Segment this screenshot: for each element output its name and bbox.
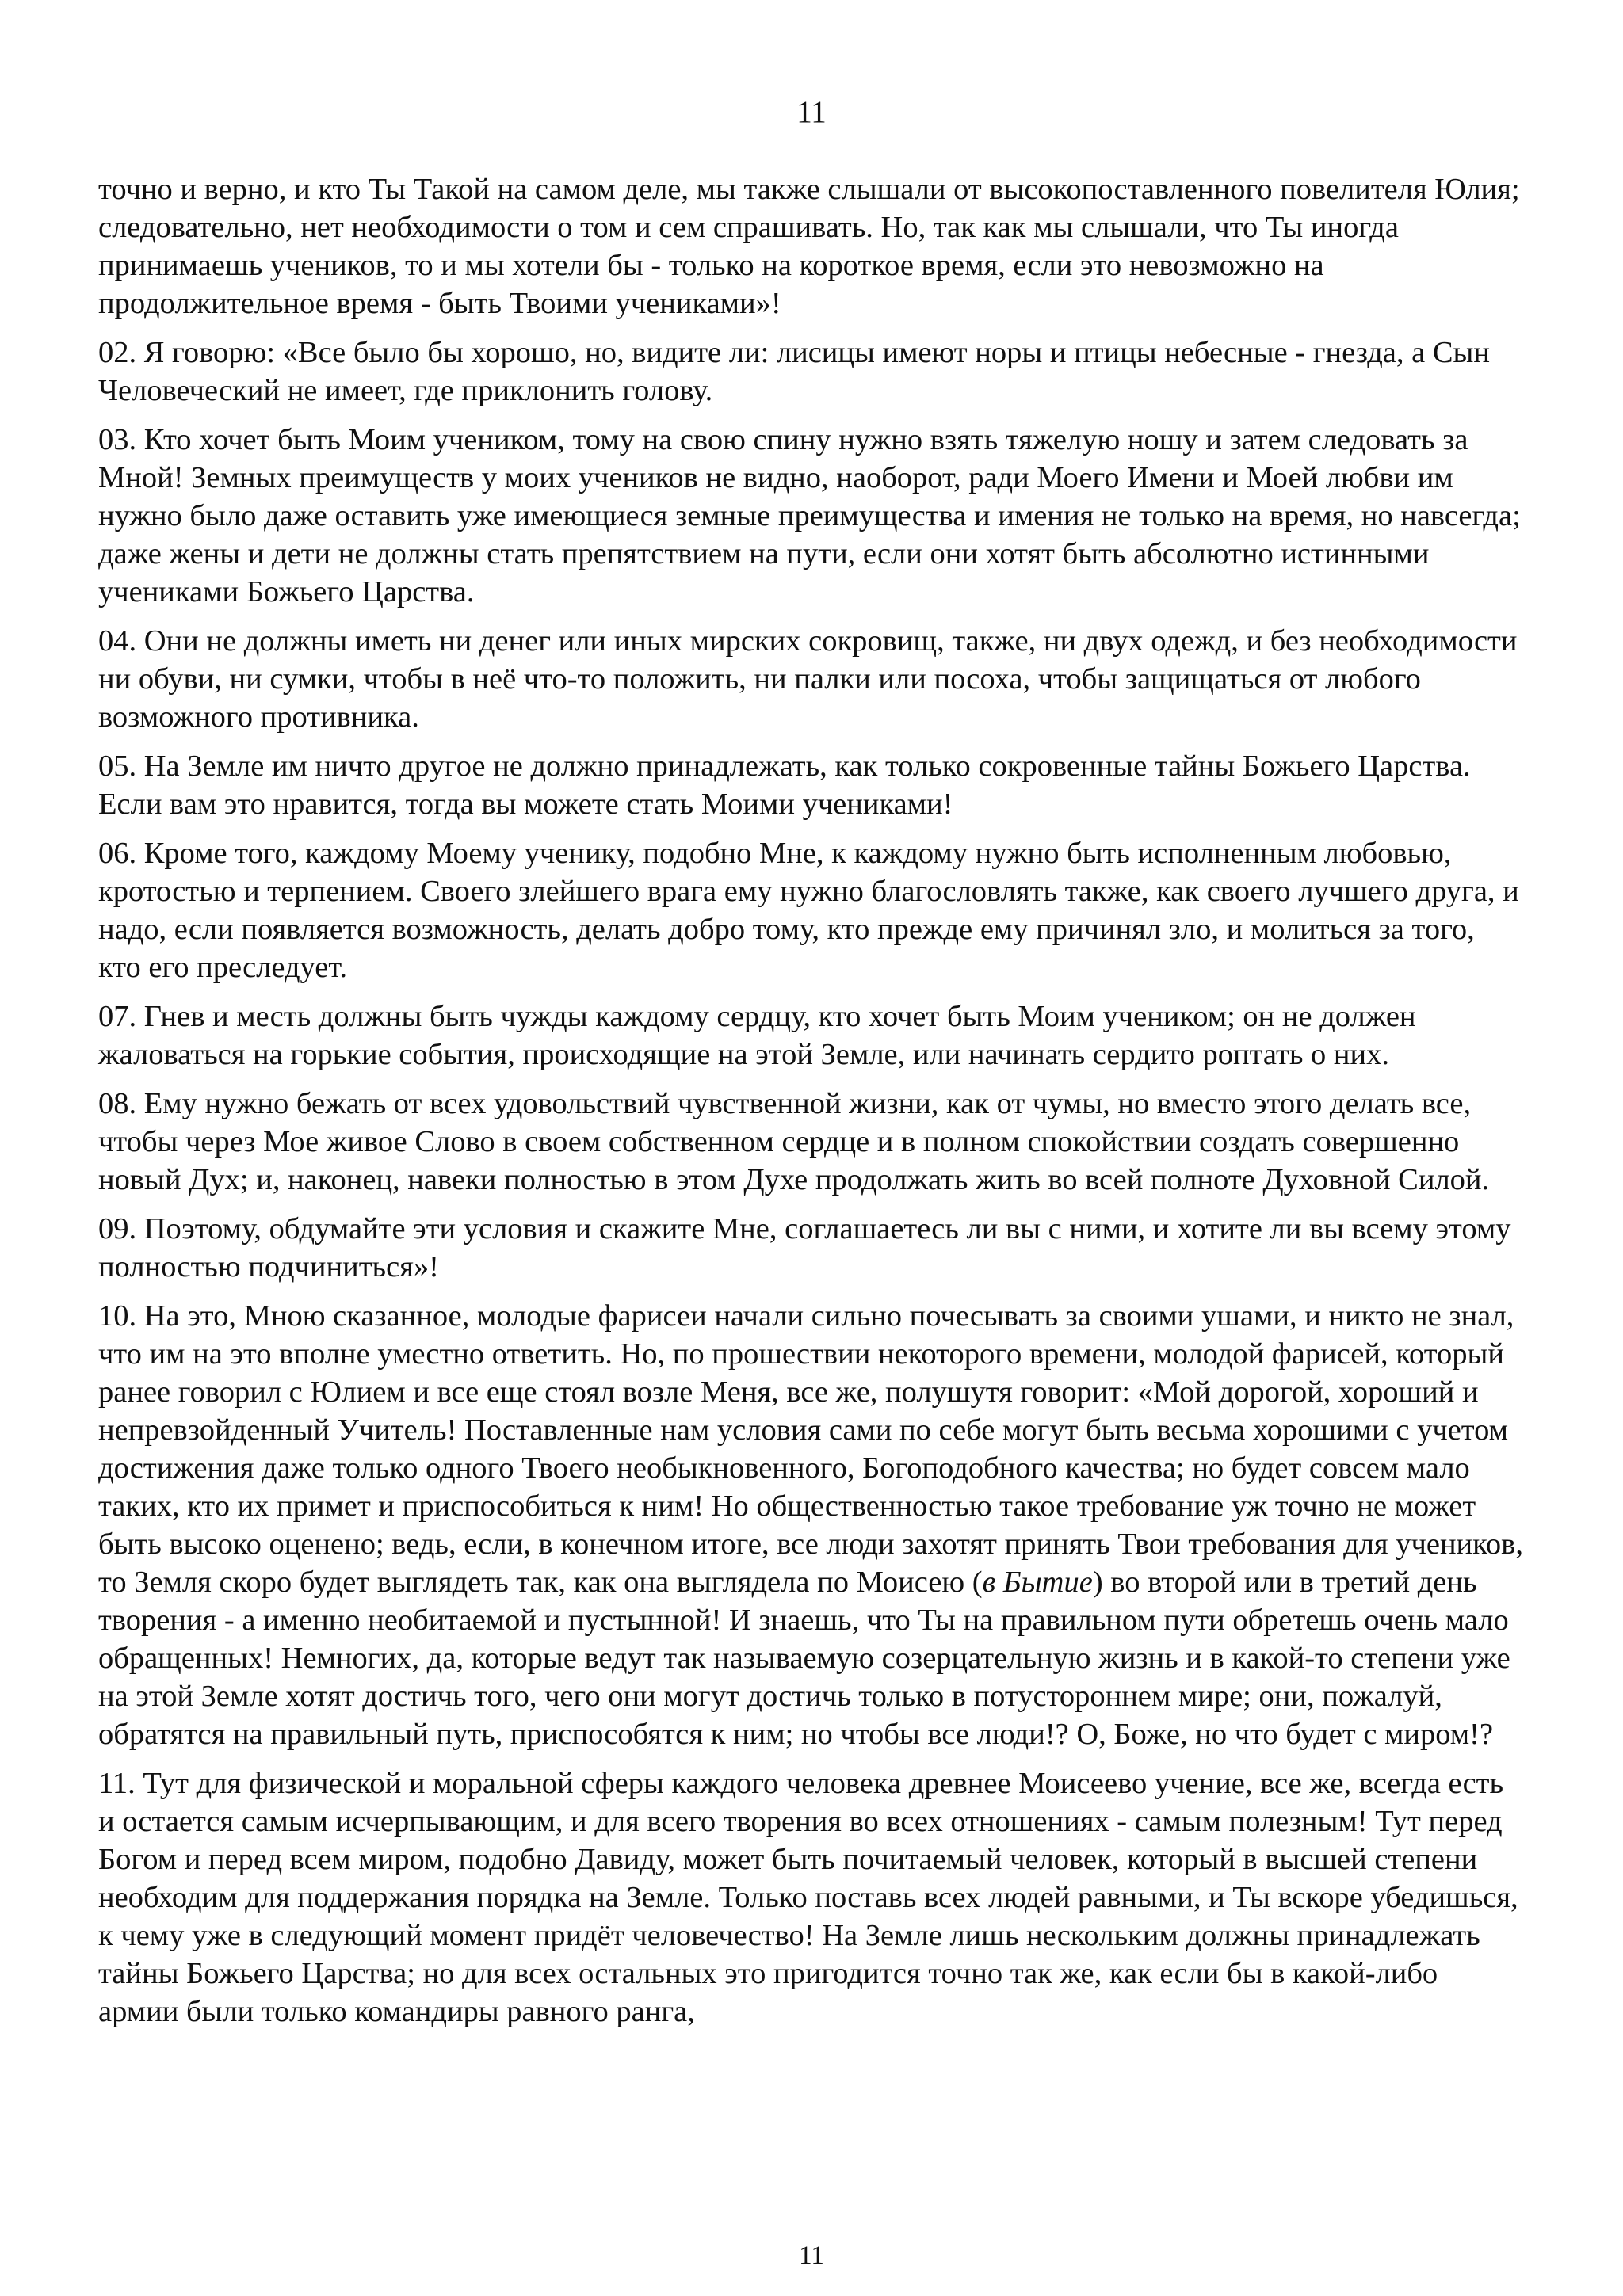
paragraph-10	[98, 1297, 1525, 1753]
paragraph-09: 09. Поэтому, обдумайте эти условия и скажите Мне, соглашаетесь ли вы с ними, и хотите ли вы всему этому полностью подчиниться»!	[98, 1212, 1511, 1283]
page-number-top: 11	[796, 95, 827, 129]
paragraph-11: 11. Тут для физической и моральной сферы каждого человека древнее Моисеево учение, все же, всегда есть и остается самым исчерпывающим, и для всего творения во всех отношениях - самым полезным! Тут перед Богом и перед всем миром, подобно Давиду, может быть почитаемый человек, который в высшей степени необходим для поддержания порядка на Земле. Только поставь всех людей равными, и Ты вскоре убедишься, к чему уже в следующий момент придёт человечество! На Земле лишь нескольким должны принадлежать тайны Божьего Царства; но для всех остальных это пригодится точно так же, как если бы в какой-либо армии были только командиры равного ранга,	[98, 1767, 1518, 2028]
paragraph-08: 08. Ему нужно бежать от всех удовольствий чувственной жизни, как от чумы, но вместо этого делать все, чтобы через Мое живое Слово в своем собственном сердце и в полном спокойствии создать совершенно новый Дух; и, наконец, навеки полностью в этом Духе продолжать жить во всей полноте Духовной Силой.	[98, 1087, 1490, 1196]
paragraph-07: 07. Гнев и месть должны быть чужды каждому сердцу, кто хочет быть Моим учеником; он не должен жаловаться на горькие события, происходящие на этой Земле, или начинать сердито роптать о них.	[98, 1000, 1416, 1071]
page-number-bottom: 11	[799, 2241, 824, 2270]
paragraph-06: 06. Кроме того, каждому Моему ученику, подобно Мне, к каждому нужно быть исполненным любовью, кротостью и терпением. Своего злейшего врага ему нужно благословлять также, как своего лучшего друга, и надо, если появляется возможность, делать добро тому, кто прежде ему причинял зло, и молиться за того, кто его преследует.	[98, 837, 1519, 984]
paragraph-04: 04. Они не должны иметь ни денег или иных мирских сокровищ, также, ни двух одежд, и без необходимости ни обуви, ни сумки, чтобы в неё что-то положить, ни палки или посоха, чтобы защищаться от любого возможного противника.	[98, 624, 1518, 734]
paragraph-10-text-before: 10. На это, Мною сказанное, молодые фарисеи начали сильно почесывать за своими ушами, и никто не знал, что им на это вполне уместно ответить. Но, по прошествии некоторого времени, молодой фарисей, который ранее говорил с Юлием и все еще стоял возле Меня, все же, полушутя говорит: «Мой дорогой, хороший и непревзойденный Учитель! Поставленные нам условия сами по себе могут быть весьма хорошими с учетом достижения даже только одного Твоего необыкновенного, Богоподобного качества; но будет совсем мало таких, кто их примет и приспособиться к ним! Но общественностью такое требование уж точно не может быть высоко оценено; ведь, если, в конечном итоге, все люди захотят принять Твои требования для учеников, то Земля скоро будет выглядеть так, как она выглядела по Моисею (	[98, 1299, 1523, 1599]
paragraph-05: 05. На Земле им ничто другое не должно принадлежать, как только сокровенные тайны Божьего Царства. Если вам это нравится, тогда вы можете стать Моими учениками!	[98, 749, 1471, 821]
body-text	[98, 170, 1525, 2042]
paragraph-02: 02. Я говорю: «Все было бы хорошо, но, видите ли: лисицы имеют норы и птицы небесные - гнезда, а Сын Человеческий не имеет, где приклонить голову.	[98, 336, 1490, 407]
paragraph-10-text-after: ) во второй или в третий день творения - а именно необитаемой и пустынной! И знаешь, что Ты на правильном пути обретешь очень мало обращенных! Немногих, да, которые ведут так называемую созерцательную жизнь и в какой-то степени уже на этой Земле хотят достичь того, чего они могут достичь только в потустороннем мире; они, пожалуй, обратятся на правильный путь, приспособятся к ним; но чтобы все люди!? О, Боже, но что будет с миром!?	[98, 1566, 1510, 1751]
paragraph-03: 03. Кто хочет быть Моим учеником, тому на свою спину нужно взять тяжелую ношу и затем следовать за Мной! Земных преимуществ у моих учеников не видно, наоборот, ради Моего Имени и Моей любви им нужно было даже оставить уже имеющиеся земные преимущества и имения не только на время, но навсегда; даже жены и дети не должны стать препятствием на пути, если они хотят быть абсолютно истинными учениками Божьего Царства.	[98, 423, 1521, 608]
paragraph-10-italic-text: в Бытие	[982, 1566, 1093, 1599]
paragraph-01: точно и верно, и кто Ты Такой на самом деле, мы также слышали от высокопоставленного повелителя Юлия; следовательно, нет необходимости о том и сем спрашивать. Но, так как мы слышали, что Ты иногда принимаешь учеников, то и мы хотели бы - только на короткое время, если это невозможно на продолжительное время - быть Твоими учениками»!	[98, 173, 1520, 320]
